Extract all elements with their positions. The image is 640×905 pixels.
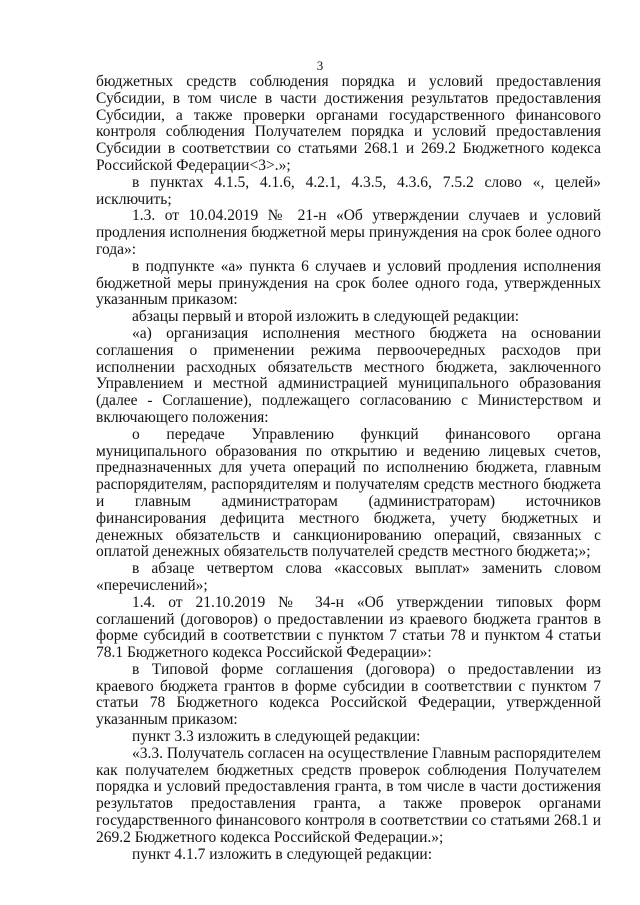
paragraph: в Типовой форме соглашения (договора) о предоставлении из краевого бюджета грантов в форме субсидии в соответствии с пунктом 7 статьи 78 Бюджетного кодекса Российской Федерации, утвержденной указанным приказом:	[96, 660, 601, 729]
paragraph: о передаче Управлению функций финансового органа муниципального образования по открытию и ведению лицевых счетов, предназначенных для учета операций по исполнению бюджета, главным распорядителям, распорядителям и получателям средств местного бюджета и главным администраторам (администраторам) источников финансирования дефицита местного бюджета, учету бюджетных и денежных обязательств и санкционированию операций, связанных с оплатой денежных обязательств получателей средств местного бюджета;»;	[96, 425, 601, 561]
paragraph-item-1-4: 1.4. от 21.10.2019 № 34-н «Об утверждении типовых форм соглашений (договоров) о предоставлении из краевого бюджета грантов в форме субсидий в соответствии с пунктом 7 статьи 78 и пунктом 4 статьи 78.1 Бюджетного кодекса Российской Федерации»:	[96, 593, 601, 662]
paragraph-quoted: «3.3. Получатель согласен на осуществление Главным распорядителем как получателем бюджетных средств проверок соблюдения Получателем порядка и условий предоставления гранта, в том числе в части достижения результатов предоставления гранта, а также проверок органами государственного финансового контроля в соответствии со статьями 268.1 и 269.2 Бюджетного кодекса Российской Федерации.»;	[96, 744, 601, 846]
paragraph-item-1-3: 1.3. от 10.04.2019 № 21-н «Об утверждении случаев и условий продления исполнения бюджетной меры принуждения на срок более одного года»:	[96, 207, 601, 258]
document-body	[96, 74, 601, 863]
paragraph: в абзаце четвертом слова «кассовых выплат» заменить словом «перечислений»;	[96, 560, 601, 594]
page-number: 3	[316, 58, 324, 73]
paragraph-continuation: бюджетных средств соблюдения порядка и условий предоставления Субсидии, в том числе в части достижения результатов предоставления Субсидии, а также проверки органами государственного финансового контроля соблюдения Получателем порядка и условий предоставления Субсидии в соответствии со статьями 268.1 и 269.2 Бюджетного кодекса Российской Федерации<3>.»;	[96, 73, 601, 174]
paragraph: пункт 4.1.7 изложить в следующей редакции:	[132, 845, 433, 863]
paragraph: в подпункте «а» пункта 6 случаев и условий продления исполнения бюджетной меры принуждения на срок более одного года, утвержденных указанным приказом:	[96, 257, 601, 309]
paragraph: в пунктах 4.1.5, 4.1.6, 4.2.1, 4.3.5, 4.3.6, 7.5.2 слово «, целей» исключить;	[96, 173, 601, 208]
paragraph: абзацы первый и второй изложить в следующей редакции:	[132, 308, 520, 326]
paragraph: пункт 3.3 изложить в следующей редакции:	[132, 728, 421, 746]
paragraph-quoted: «а) организация исполнения местного бюджета на основании соглашения о применении режима первоочередных расходов при исполнении расходных обязательств местного бюджета, заключенного Управлением и местной администрацией муниципального образования (далее - Соглашение), подлежащего согласованию с Министерством и включающего положения:	[96, 324, 601, 426]
